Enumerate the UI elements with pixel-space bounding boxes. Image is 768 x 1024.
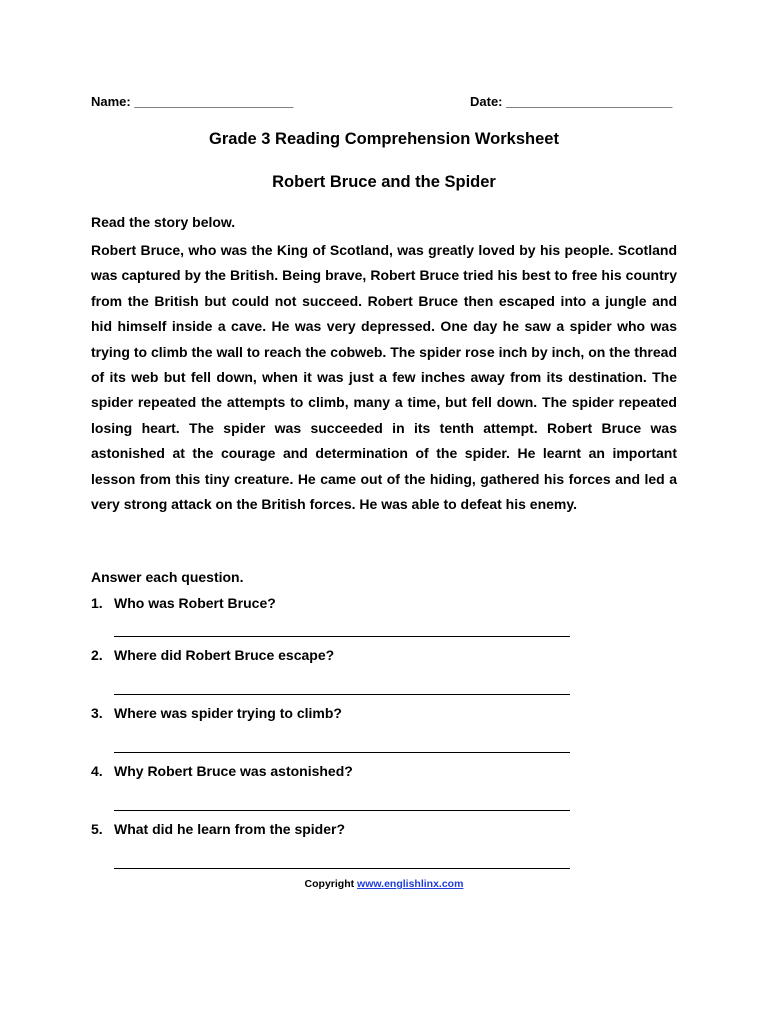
copyright-label: Copyright [304, 878, 355, 890]
answer-line[interactable] [114, 636, 570, 637]
question-text: Why Robert Bruce was astonished? [114, 763, 353, 779]
question-text: Who was Robert Bruce? [114, 595, 276, 611]
story-instructions: Read the story below. [91, 214, 236, 230]
answer-line[interactable] [114, 694, 570, 695]
website-link[interactable]: www.englishlinx.com [357, 878, 464, 890]
name-field-label: Name: ______________________ [91, 94, 294, 109]
question-text: What did he learn from the spider? [114, 821, 346, 837]
question-item [91, 647, 334, 663]
question-number: 4. [91, 763, 103, 779]
worksheet-title: Grade 3 Reading Comprehension Worksheet [209, 130, 559, 148]
story-title: Robert Bruce and the Spider [272, 173, 496, 191]
question-item [91, 705, 342, 721]
date-field-label: Date: _______________________ [470, 94, 673, 109]
question-number: 2. [91, 647, 103, 663]
question-number: 3. [91, 705, 103, 721]
copyright-footer [0, 878, 768, 890]
answer-line[interactable] [114, 752, 570, 753]
question-number: 5. [91, 821, 103, 837]
question-item [91, 595, 276, 611]
question-text: Where was spider trying to climb? [114, 705, 342, 721]
question-number: 1. [91, 595, 103, 611]
answer-line[interactable] [114, 810, 570, 811]
question-text: Where did Robert Bruce escape? [114, 647, 335, 663]
answer-line[interactable] [114, 868, 570, 869]
question-item [91, 763, 353, 779]
questions-heading: Answer each question. [91, 569, 244, 585]
question-item [91, 821, 345, 837]
story-text: Robert Bruce, who was the King of Scotland, was greatly loved by his people. Scotland was captured by the British. Being brave, Robert Bruce tried his best to free his country from the British but could not succeed. Robert Bruce then escaped into a jungle and hid himself inside a cave. He was very depressed. One day he saw a spider who was trying to climb the wall to reach the cobweb. The spider rose inch by inch, on the thread of its web but fell down, when it was just a few inches away from its destination. The spider repeated the attempts to climb, many a time, but fell down. The spider repeated losing heart. The spider was succeeded in its tenth attempt. Robert Bruce was astonished at the courage and determination of the spider. He learnt an important lesson from this tiny creature. He came out of the hiding, gathered his forces and led a very strong attack on the British forces. He was able to defeat his enemy. [91, 242, 677, 513]
